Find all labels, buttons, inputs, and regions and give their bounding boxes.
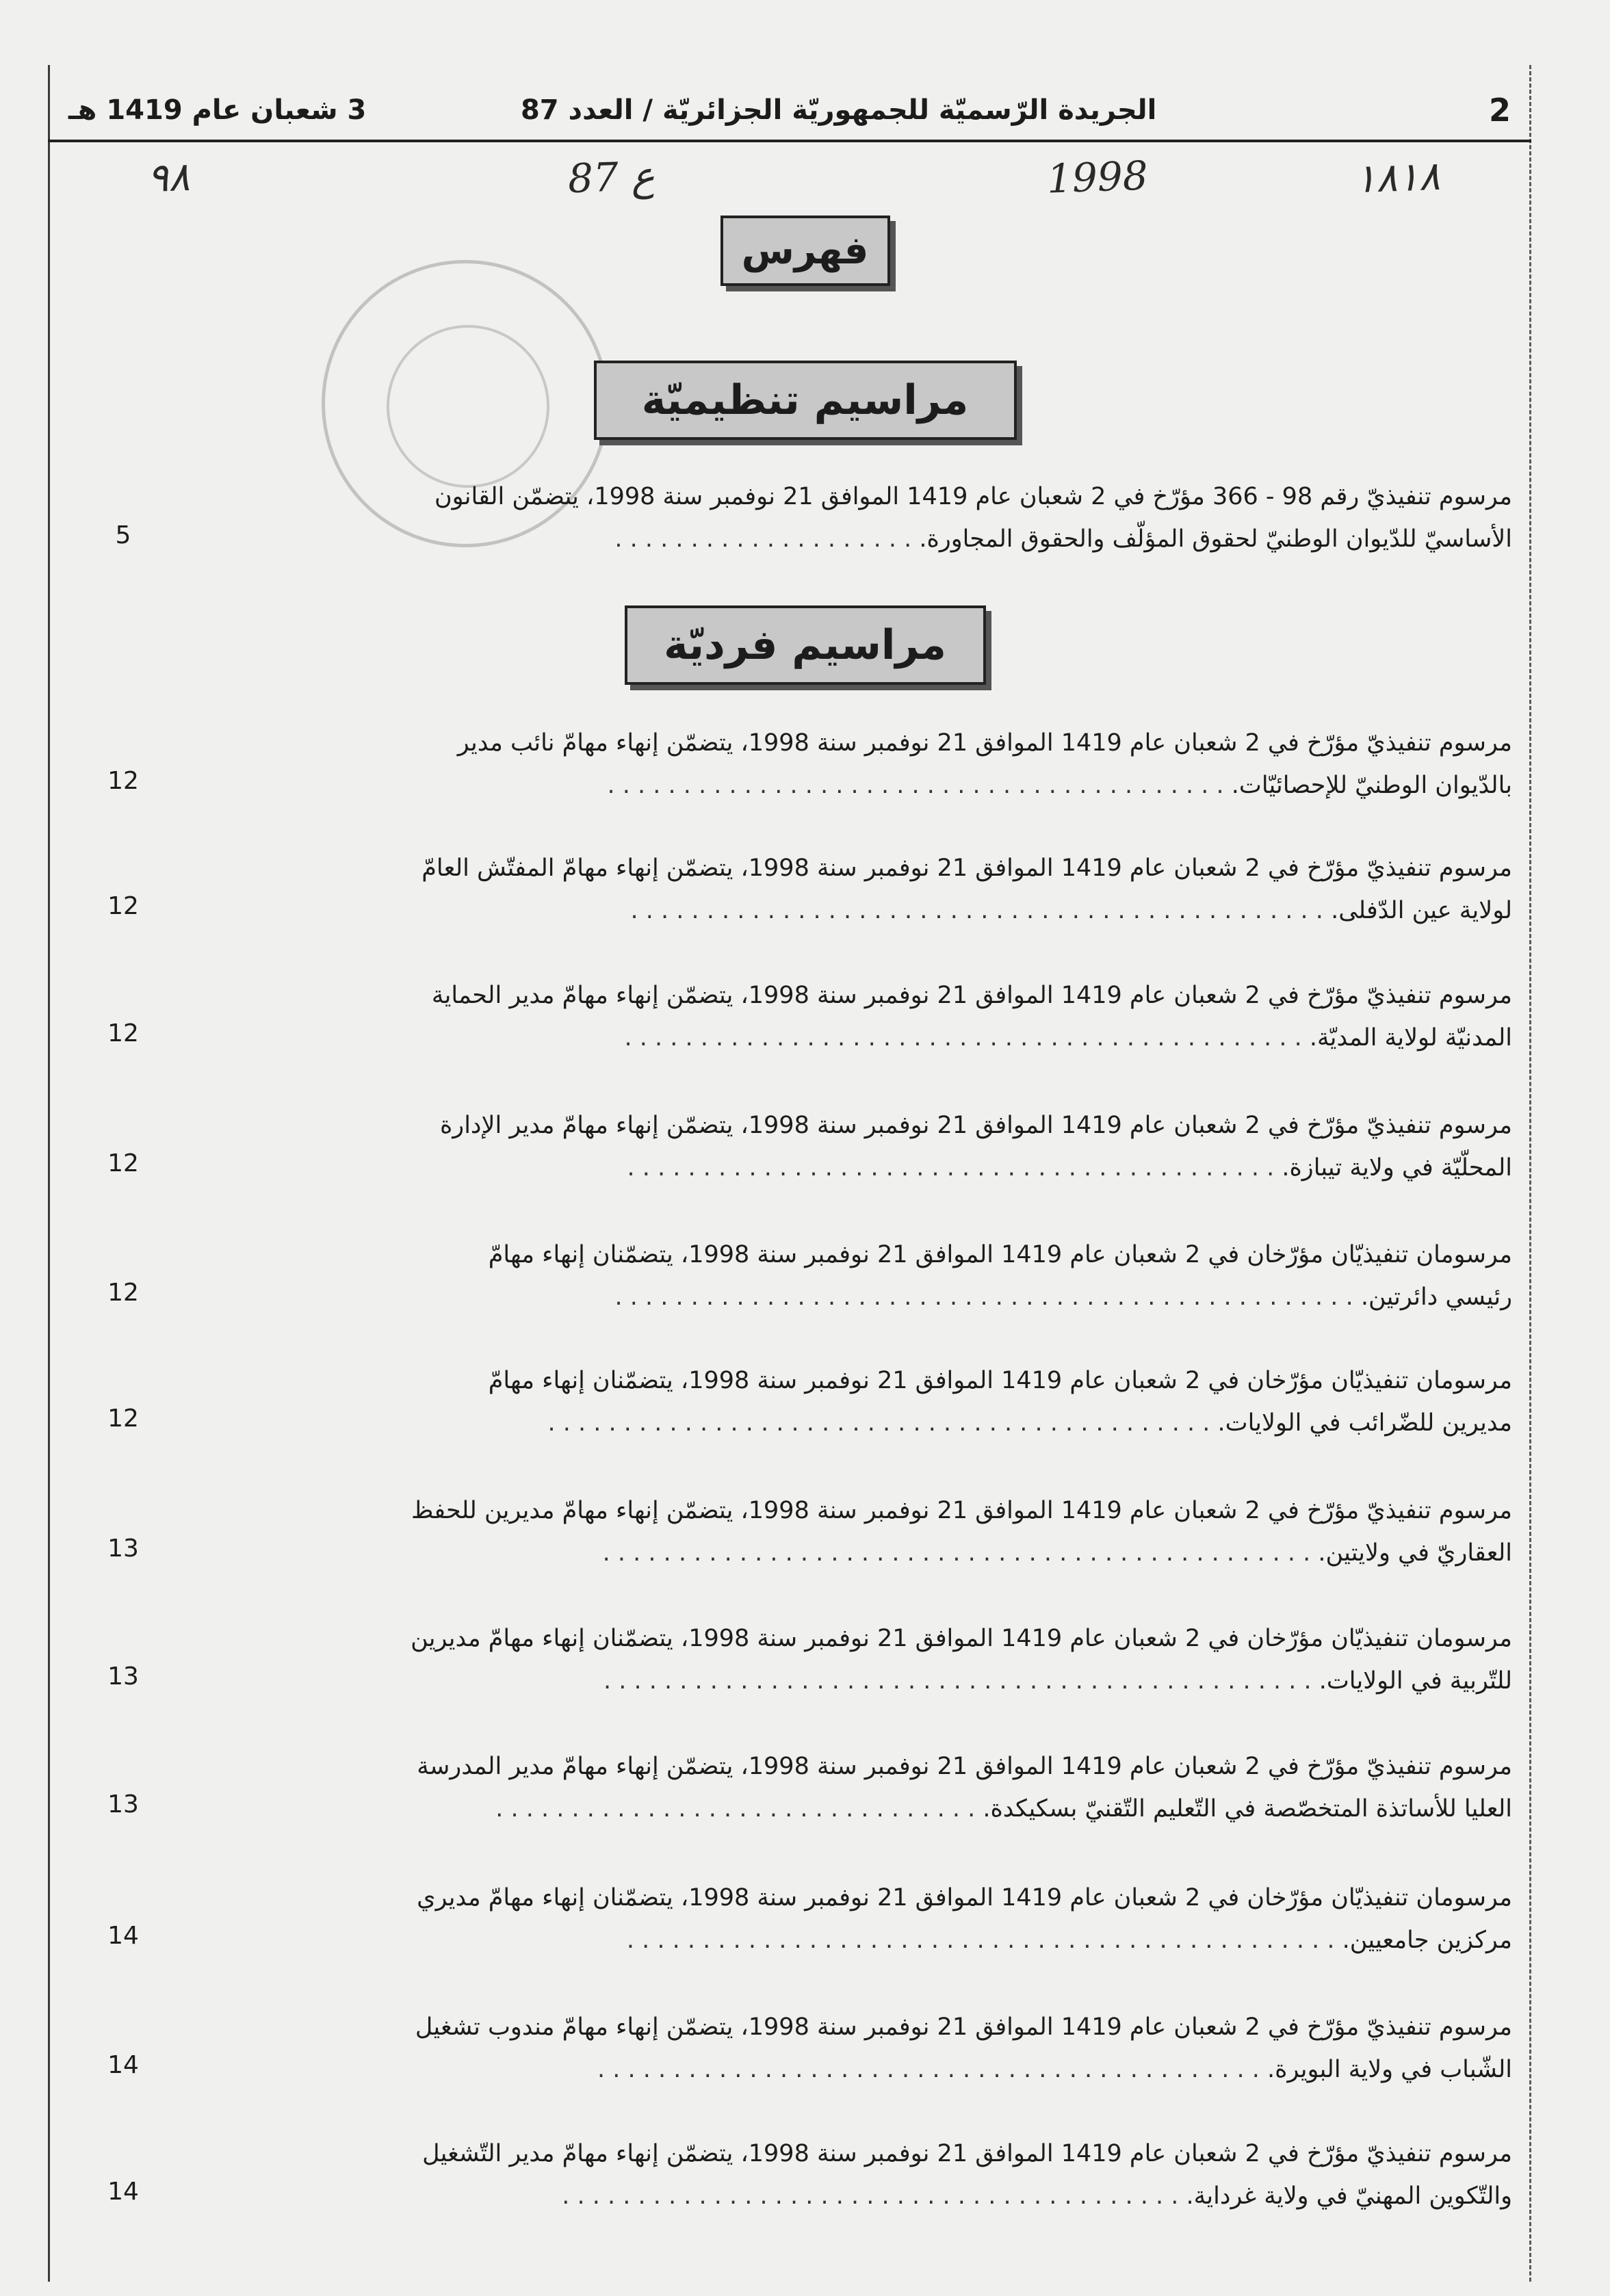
entry-page-number: 13 [107,1535,139,1563]
entry-page-number: 14 [107,2051,139,2079]
handwritten-note-issue: 87 ع [567,152,656,203]
entry-text-line1: مرسومان تنفيذيّان مؤرّخان في 2 شعبان عام 1419 الموافق 21 نوفمبر سنة 1998، يتضمّنان إنهاء مهامّ مديري [417,1884,1512,1912]
entry-text-line2: المحلّيّة في ولاية تيبازة. [1282,1154,1512,1182]
entry-text-line1: مرسوم تنفيذيّ مؤرّخ في 2 شعبان عام 1419 الموافق 21 نوفمبر سنة 1998، يتضمّن إنهاء مهامّ مديرين للحفظ [411,1497,1512,1524]
regulatory-decrees-heading: مراسيم تنظيميّة [594,361,1017,440]
toc-entry [185,2006,1512,2091]
leader-dots: . . . . . . . . . . . . . . . . . . . . . . . . . . . . . . . . . . . . . . . . . . . . [597,2056,1268,2083]
leader-dots: . . . . . . . . . . . . . . . . . . . . . . . . . . . . . . . . [495,1795,983,1823]
leader-dots: . . . . . . . . . . . . . . . . . . . . . . . . . . . . . . . . . . . . . . . . . . . . . . . [602,1539,1319,1567]
handwritten-note-right: ١٨١٨ [1353,152,1441,203]
toc-entry [185,1745,1512,1830]
entry-page-number: 13 [107,1790,139,1818]
entry-text-line1: مرسوم تنفيذيّ مؤرّخ في 2 شعبان عام 1419 الموافق 21 نوفمبر سنة 1998، يتضمّن إنهاء مهامّ مدير التّشغيل [422,2140,1512,2167]
leader-dots: . . . . . . . . . . . . . . . . . . . . [614,525,920,553]
entry-text-line2: مركزين جامعيين. [1342,1927,1512,1954]
entry-text-line1: مرسومان تنفيذيّان مؤرّخان في 2 شعبان عام 1419 الموافق 21 نوفمبر سنة 1998، يتضمّنان إنهاء مهامّ [488,1241,1512,1268]
entry-text-line2: مديرين للضّرائب في الولايات. [1217,1409,1512,1437]
leader-dots: . . . . . . . . . . . . . . . . . . . . . . . . . . . . . . . . . . . . . . . . . . . [627,1154,1282,1182]
entry-text-line1: مرسوم تنفيذيّ مؤرّخ في 2 شعبان عام 1419 الموافق 21 نوفمبر سنة 1998، يتضمّن إنهاء مهامّ مدير الحماية [431,982,1512,1009]
leader-dots: . . . . . . . . . . . . . . . . . . . . . . . . . . . . . . . . . . . . . . . . . . . . . . . [626,1927,1342,1954]
entry-text-line1: مرسومان تنفيذيّان مؤرّخان في 2 شعبان عام 1419 الموافق 21 نوفمبر سنة 1998، يتضمّنان إنهاء مهامّ مديرين [411,1625,1512,1652]
toc-entry [185,1104,1512,1189]
entry-page-number: 12 [107,1019,139,1047]
entry-text-line2: والتّكوين المهنيّ في ولاية غرداية. [1186,2182,1512,2210]
handwritten-note-left: ٩٨ [146,153,191,202]
entry-text-line2: لولاية عين الدّفلى. [1331,897,1512,924]
entry-text-line1: مرسوم تنفيذيّ مؤرّخ في 2 شعبان عام 1419 الموافق 21 نوفمبر سنة 1998، يتضمّن إنهاء مهامّ مدير المدرسة [417,1753,1512,1780]
entry-text-line2: العقاريّ في ولايتين. [1318,1539,1512,1567]
entry-text-line1: مرسوم تنفيذيّ مؤرّخ في 2 شعبان عام 1419 الموافق 21 نوفمبر سنة 1998، يتضمّن إنهاء مهامّ مندوب تشغيل [415,2013,1512,2041]
entry-page-number: 5 [115,521,131,549]
entry-text-line2: الأساسيّ للدّيوان الوطنيّ لحقوق المؤلّف والحقوق المجاورة. [919,525,1512,553]
entry-text-line2: بالدّيوان الوطنيّ للإحصائيّات. [1231,772,1512,799]
entry-page-number: 13 [107,1662,139,1691]
entry-text-line2: المدنيّة لولاية المديّة. [1309,1024,1512,1052]
entry-text-line1: مرسومان تنفيذيّان مؤرّخان في 2 شعبان عام 1419 الموافق 21 نوفمبر سنة 1998، يتضمّنان إنهاء مهامّ [488,1367,1512,1394]
handwritten-note-year: 1998 [1046,152,1149,203]
entry-text-line2: العليا للأساتذة المتخصّصة في التّعليم التّقنيّ بسكيكدة. [983,1795,1512,1823]
entry-page-number: 12 [107,767,139,795]
individual-decrees-heading: مراسيم فرديّة [625,605,986,685]
toc-entry [185,1617,1512,1702]
leader-dots: . . . . . . . . . . . . . . . . . . . . . . . . . . . . . . . . . . . . . . . . . [562,2182,1186,2210]
leader-dots: . . . . . . . . . . . . . . . . . . . . . . . . . . . . . . . . . . . . . . . . . . . . . [624,1024,1310,1052]
page-header [48,81,1531,142]
entry-text-line1: مرسوم تنفيذيّ مؤرّخ في 2 شعبان عام 1419 الموافق 21 نوفمبر سنة 1998، يتضمّن إنهاء مهامّ نائب مدير [457,729,1512,757]
toc-entry [185,1877,1512,1961]
entry-text-line2: الشّباب في ولاية البويرة. [1267,2056,1512,2083]
leader-dots: . . . . . . . . . . . . . . . . . . . . . . . . . . . . . . . . . . . . . . . . . . . . . . [630,897,1332,924]
leader-dots: . . . . . . . . . . . . . . . . . . . . . . . . . . . . . . . . . . . . . . . . . . . . . . . . . [614,1283,1361,1311]
entry-text-line1: مرسوم تنفيذيّ رقم 98 - 366 مؤرّخ في 2 شعبان عام 1419 الموافق 21 نوفمبر سنة 1998، يتضمّن القانون [434,483,1512,510]
toc-entry [185,1359,1512,1444]
toc-entry [185,2132,1512,2217]
leader-dots: . . . . . . . . . . . . . . . . . . . . . . . . . . . . . . . . . . . . . . . . . . . . . . . [603,1667,1319,1695]
entry-text-line2: للتّربية في الولايات. [1319,1667,1512,1695]
index-heading: فهرس [720,216,890,286]
leader-dots: . . . . . . . . . . . . . . . . . . . . . . . . . . . . . . . . . . . . . . . . . [607,772,1232,799]
toc-entry [185,475,1512,560]
toc-entry [185,722,1512,807]
leader-dots: . . . . . . . . . . . . . . . . . . . . . . . . . . . . . . . . . . . . . . . . . . . . [547,1409,1218,1437]
entry-page-number: 14 [107,2178,139,2206]
entry-text-line2: رئيسي دائرتين. [1360,1283,1512,1311]
toc-entry [185,847,1512,932]
page-number: 2 [1488,92,1511,129]
toc-entry [185,1489,1512,1574]
entry-text-line1: مرسوم تنفيذيّ مؤرّخ في 2 شعبان عام 1419 الموافق 21 نوفمبر سنة 1998، يتضمّن إنهاء مهامّ مدير الإدارة [439,1112,1512,1139]
entry-text-line1: مرسوم تنفيذيّ مؤرّخ في 2 شعبان عام 1419 الموافق 21 نوفمبر سنة 1998، يتضمّن إنهاء مهامّ المفتّش العامّ [421,855,1512,882]
entry-page-number: 12 [107,1279,139,1307]
entry-page-number: 14 [107,1922,139,1950]
entry-page-number: 12 [107,892,139,920]
entry-page-number: 12 [107,1405,139,1433]
entry-page-number: 12 [107,1149,139,1177]
issue-date: 3 شعبان عام 1419 هـ [68,94,367,126]
toc-entry [185,1234,1512,1318]
journal-title: الجريدة الرّسميّة للجمهوريّة الجزائريّة / العدد 87 [520,94,1157,126]
toc-entry [185,974,1512,1059]
